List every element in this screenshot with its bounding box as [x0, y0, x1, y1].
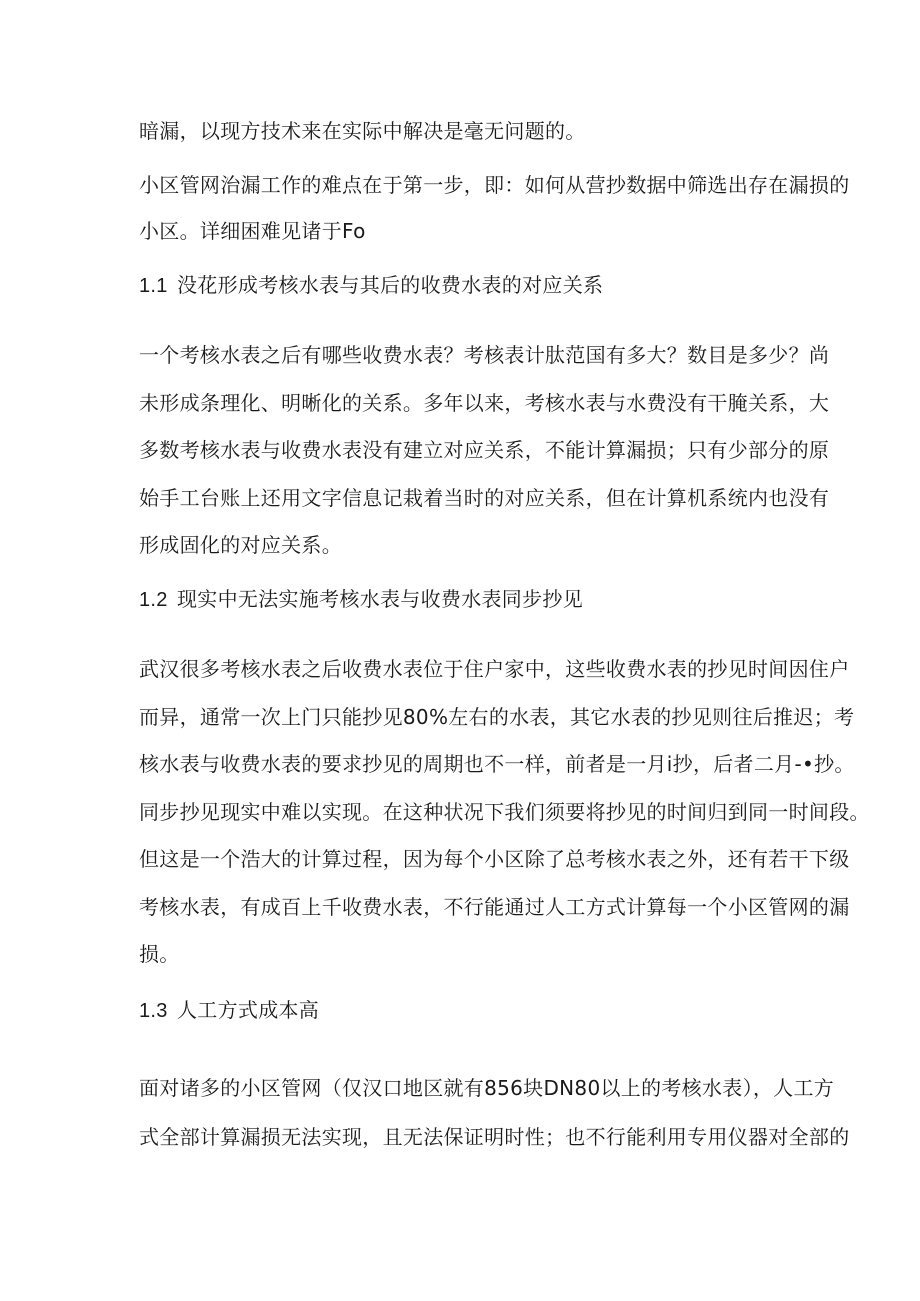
paragraph-line: 核水表与收费水表的要求抄见的周期也不一样，前者是一月i抄，后者二月-•抄。: [139, 752, 855, 776]
section-title: 人工方式成本高: [177, 998, 320, 1022]
paragraph-line: 而异，通常一次上门只能抄见80%左右的水表，其它水表的抄见则往后推迟；考: [139, 705, 855, 729]
section-number: 1.1: [139, 275, 168, 297]
paragraph-line: 一个考核水表之后有哪些收费水表？考核表计肽范国有多大？数目是多少？尚: [139, 343, 830, 367]
paragraph-line: 始手工台账上还用文字信息记栽着当时的对应关系，但在计算机系统内也没有: [139, 486, 830, 510]
section-heading-1-3: [139, 997, 319, 1024]
paragraph-line: 考核水表，有成百上千收费水表，不行能通过人工方式计算每一个小区管网的漏: [139, 895, 850, 919]
section-heading-1-2: [139, 586, 583, 613]
paragraph-line: 损。: [139, 942, 180, 966]
section-heading-1-1: [139, 272, 603, 299]
paragraph-line: 面对诸多的小区管网（仅汉口地区就有856块DN80以上的考核水表），人工方: [139, 1076, 835, 1100]
paragraph-line: 形成固化的对应关系。: [139, 533, 342, 557]
section-number: 1.2: [139, 589, 168, 611]
intro-line-1: 暗漏，以现方技术来在实际中解决是毫无问题的。: [139, 119, 586, 143]
intro-line-3: 小区。详细困难见诸于Fo: [139, 219, 366, 243]
paragraph-line: 未形成条理化、明晰化的关系。多年以来，考核水表与水费没有干腌关系，大: [139, 391, 830, 415]
section-title: 现实中无法实施考核水表与收费水表同步抄见: [177, 587, 583, 611]
paragraph-line: 式全部计算漏损无法实现，且无法保证明时性；也不行能利用专用仪器对全部的: [139, 1125, 850, 1149]
section-number: 1.3: [139, 1000, 168, 1022]
paragraph-line: 同步抄见现实中难以实现。在这种状况下我们须要将抄见的时间归到同一时间段。: [139, 800, 870, 824]
paragraph-line: 武汉很多考核水表之后收费水表位于住户家中，这些收费水表的抄见时间因住户: [139, 657, 850, 681]
section-title: 没花形成考核水表与其后的收费水表的对应关系: [177, 273, 604, 297]
paragraph-line: 但这是一个浩大的计算过程，因为每个小区除了总考核水表之外，还有若干下级: [139, 847, 850, 871]
intro-line-2: 小区管网治漏工作的难点在于第一步，即：如何从营抄数据中筛选出存在漏损的: [139, 173, 850, 197]
paragraph-line: 多数考核水表与收费水表没有建立对应关系，不能计算漏损；只有少部分的原: [139, 438, 830, 462]
